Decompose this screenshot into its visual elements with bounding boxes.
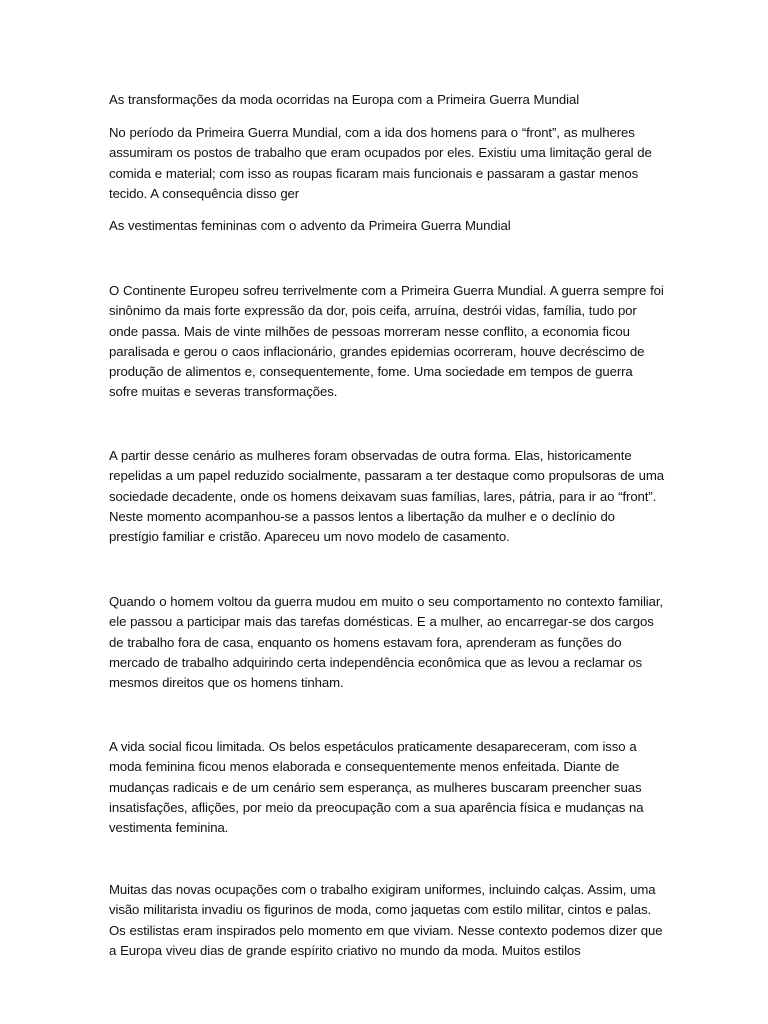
- heading-transformacoes: As transformações da moda ocorridas na Europa com a Primeira Guerra Mundial: [109, 92, 580, 107]
- paragraph-vida-social: A vida social ficou limitada. Os belos espetáculos praticamente desapareceram, com isso a moda feminina ficou menos elaborada e consequentemente menos enfeitada. Diante de mudanças radicais e de um cenário sem esperança, as mulheres buscaram preencher suas insatisfações, aflições, por meio da preocupação com a sua aparência física e mudanças na vestimenta feminina.: [109, 739, 644, 836]
- paragraph-homem-voltou: Quando o homem voltou da guerra mudou em muito o seu comportamento no contexto familiar, ele passou a participar mais das tarefas domésticas. E a mulher, ao encarregar-se dos cargos de trabalho fora de casa, enquanto os homens estavam fora, aprenderam as funções do mercado de trabalho adquirindo certa independência econômica que as levou a reclamar os mesmos direitos que os homens tinham.: [109, 594, 663, 691]
- paragraph-continente-europeu: O Continente Europeu sofreu terrivelmente com a Primeira Guerra Mundial. A guerra sempre foi sinônimo da mais forte expressão da dor, pois ceifa, arruína, destrói vidas, família, tudo por onde passa. Mais de vinte milhões de pessoas morreram nesse conflito, a economia ficou paralisada e gerou o caos inflacionário, grandes epidemias ocorreram, houve decréscimo de produção de alimentos e, consequentemente, fome. Uma sociedade em tempos de guerra sofre muitas e severas transformações.: [109, 283, 664, 400]
- heading-vestimentas: As vestimentas femininas com o advento da Primeira Guerra Mundial: [109, 218, 511, 233]
- paragraph-cenario-mulheres: A partir desse cenário as mulheres foram observadas de outra forma. Elas, historicamente repelidas a um papel reduzido socialmente, passaram a ter destaque como propulsoras de uma sociedade decadente, onde os homens deixavam suas famílias, lares, pátria, para ir ao “front”. Neste momento acompanhou-se a passos lentos a libertação da mulher e o declínio do prestígio familiar e cristão. Apareceu um novo modelo de casamento.: [109, 448, 664, 545]
- intro-paragraph: No período da Primeira Guerra Mundial, com a ida dos homens para o “front”, as mulheres assumiram os postos de trabalho que eram ocupados por eles. Existiu uma limitação geral de comida e material; com isso as roupas ficaram mais funcionais e passaram a gastar menos tecido. A consequência disso ger: [109, 125, 652, 201]
- paragraph-uniformes: Muitas das novas ocupações com o trabalho exigiram uniformes, incluindo calças. Assim, uma visão militarista invadiu os figurinos de moda, como jaquetas com estilo militar, cintos e palas. Os estilistas eram inspirados pelo momento em que viviam. Nesse contexto podemos dizer que a Europa viveu dias de grande espírito criativo no mundo da moda. Muitos estilos: [109, 882, 663, 958]
